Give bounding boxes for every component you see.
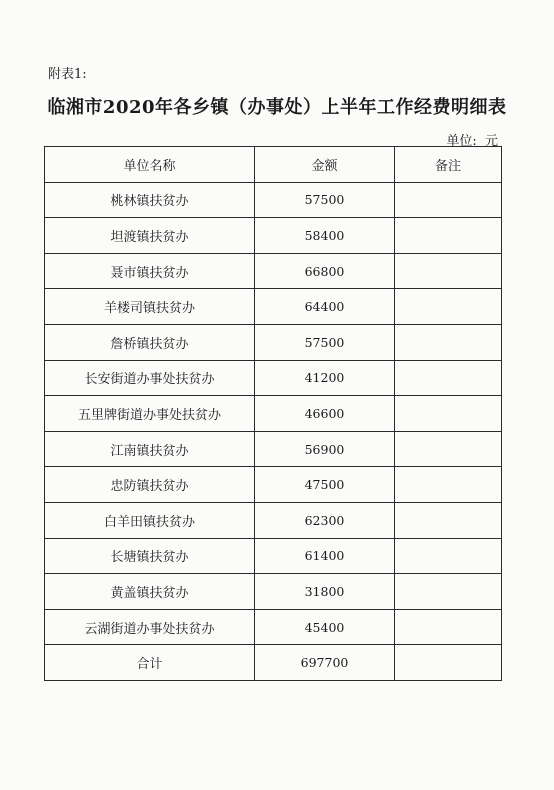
unit-value: 元 [484, 134, 498, 149]
total-label: 合计 [45, 645, 255, 681]
cell-unit-name: 江南镇扶贫办 [45, 431, 255, 467]
cell-note [395, 253, 502, 289]
cell-unit-name: 黄盖镇扶贫办 [45, 574, 255, 610]
cell-amount: 64400 [255, 289, 395, 325]
cell-unit-name: 忠防镇扶贫办 [45, 467, 255, 503]
table-header-row [45, 147, 502, 183]
funding-table [44, 146, 502, 681]
cell-note [395, 538, 502, 574]
cell-unit-name: 坦渡镇扶贫办 [45, 218, 255, 254]
cell-amount: 56900 [255, 431, 395, 467]
cell-amount: 62300 [255, 502, 395, 538]
cell-unit-name: 詹桥镇扶贫办 [45, 324, 255, 360]
cell-unit-name: 羊楼司镇扶贫办 [45, 289, 255, 325]
table-row [45, 609, 502, 645]
cell-note [395, 609, 502, 645]
total-row [45, 645, 502, 681]
attachment-label: 附表1: [48, 67, 87, 82]
table-row [45, 324, 502, 360]
cell-note [395, 467, 502, 503]
total-note [395, 645, 502, 681]
table-row [45, 253, 502, 289]
header-amount: 金额 [255, 147, 395, 183]
header-note: 备注 [395, 147, 502, 183]
table-row [45, 502, 502, 538]
cell-amount: 58400 [255, 218, 395, 254]
table-row [45, 360, 502, 396]
cell-note [395, 396, 502, 432]
cell-amount: 46600 [255, 396, 395, 432]
table-row [45, 218, 502, 254]
unit-label: 单位: [446, 134, 477, 149]
cell-amount: 66800 [255, 253, 395, 289]
cell-unit-name: 白羊田镇扶贫办 [45, 502, 255, 538]
table-row [45, 289, 502, 325]
table-row [45, 538, 502, 574]
cell-note [395, 218, 502, 254]
table-row [45, 396, 502, 432]
cell-amount: 57500 [255, 324, 395, 360]
table-row [45, 431, 502, 467]
cell-unit-name: 云湖街道办事处扶贫办 [45, 609, 255, 645]
cell-note [395, 182, 502, 218]
cell-note [395, 574, 502, 610]
cell-unit-name: 聂市镇扶贫办 [45, 253, 255, 289]
cell-note [395, 431, 502, 467]
table-row [45, 182, 502, 218]
cell-amount: 47500 [255, 467, 395, 503]
page-title: 临湘市2020年各乡镇（办事处）上半年工作经费明细表 [47, 97, 507, 118]
table-row [45, 574, 502, 610]
cell-note [395, 324, 502, 360]
table-row [45, 467, 502, 503]
cell-amount: 57500 [255, 182, 395, 218]
cell-unit-name: 桃林镇扶贫办 [45, 182, 255, 218]
cell-note [395, 502, 502, 538]
cell-note [395, 360, 502, 396]
cell-amount: 31800 [255, 574, 395, 610]
cell-unit-name: 长安街道办事处扶贫办 [45, 360, 255, 396]
total-amount: 697700 [255, 645, 395, 681]
cell-amount: 61400 [255, 538, 395, 574]
cell-amount: 45400 [255, 609, 395, 645]
cell-unit-name: 五里牌街道办事处扶贫办 [45, 396, 255, 432]
cell-amount: 41200 [255, 360, 395, 396]
cell-note [395, 289, 502, 325]
cell-unit-name: 长塘镇扶贫办 [45, 538, 255, 574]
header-unit-name: 单位名称 [45, 147, 255, 183]
